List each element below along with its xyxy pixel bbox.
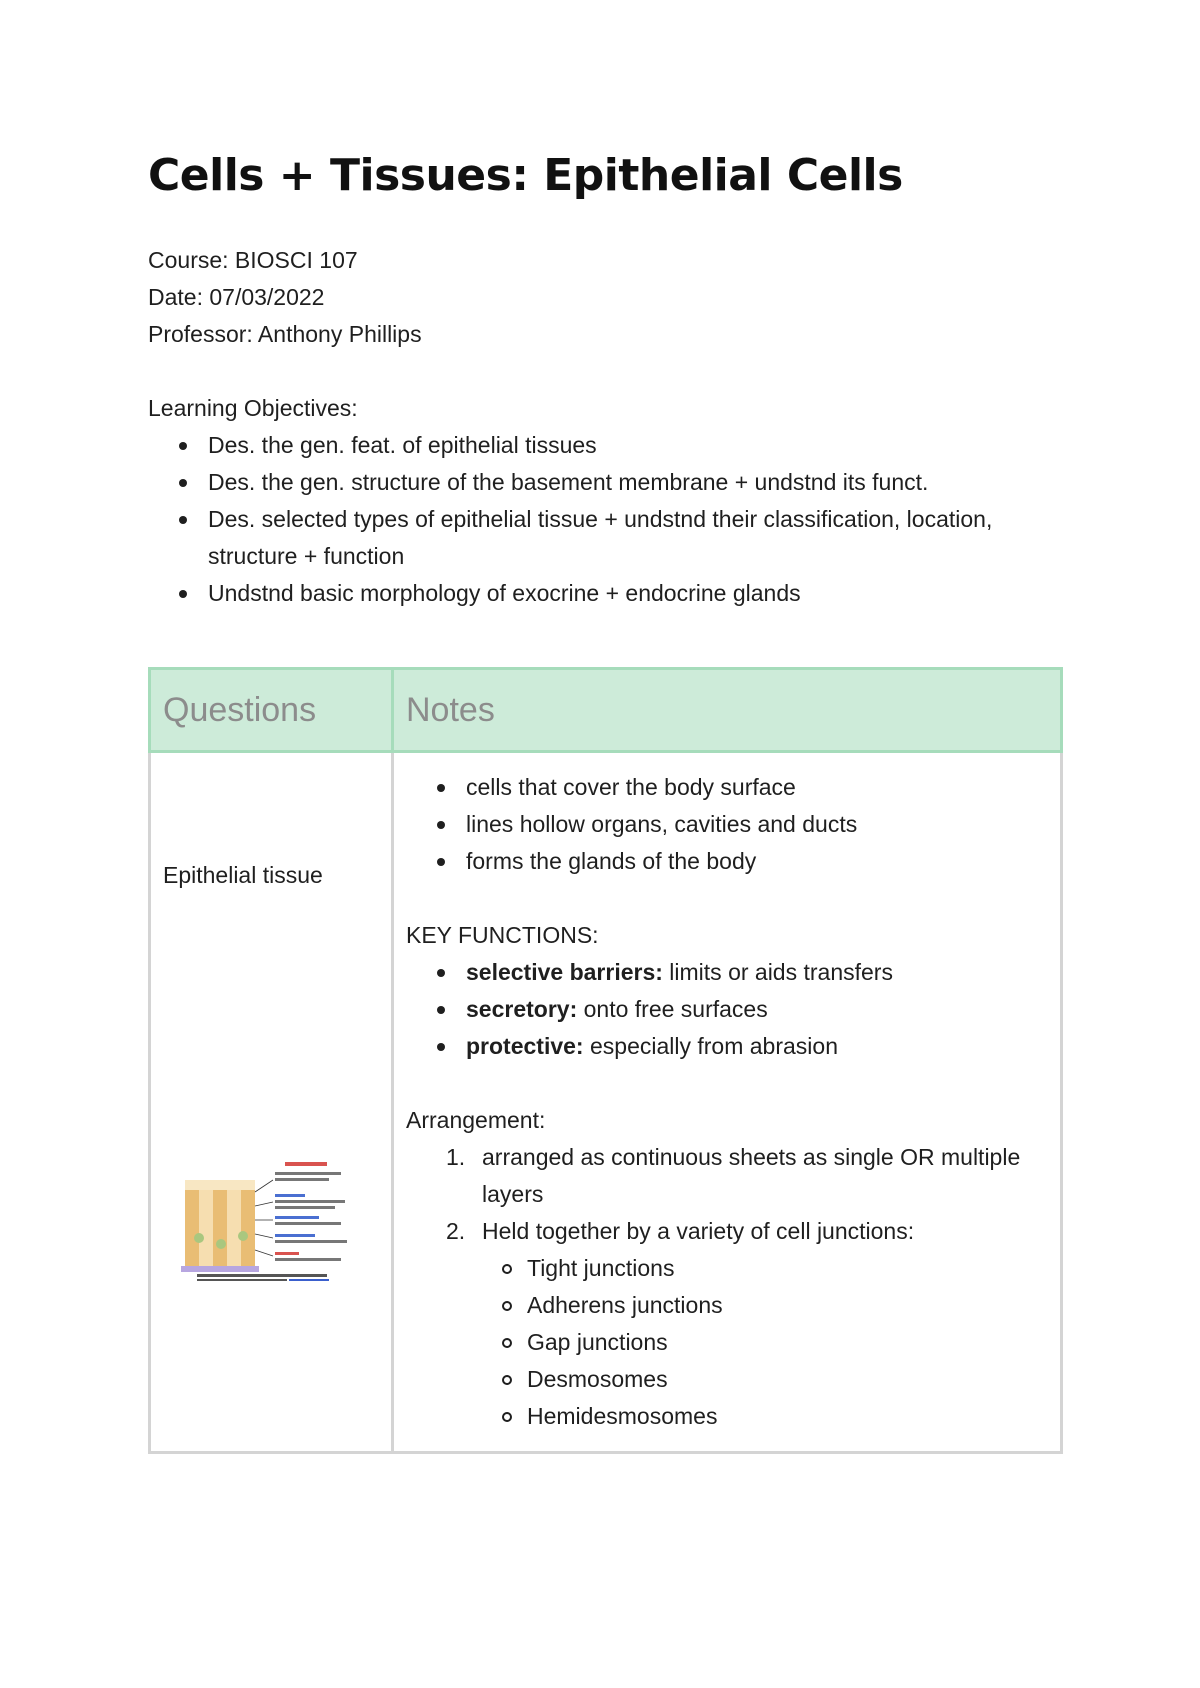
list-item: forms the glands of the body — [406, 843, 1048, 880]
page-title: Cells + Tissues: Epithelial Cells — [148, 150, 903, 201]
course-line: Course: BIOSCI 107 — [148, 247, 358, 273]
junctions-list — [482, 1250, 1048, 1435]
list-item — [406, 1213, 1048, 1435]
list-item: Des. selected types of epithelial tissue + undstnd their classification, location, structure + function — [148, 501, 1048, 575]
questions-header: Questions — [150, 669, 393, 752]
list-item — [406, 954, 1048, 991]
list-item: Des. the gen. feat. of epithelial tissues — [148, 427, 1048, 464]
key-functions-list — [406, 954, 1048, 1065]
key-functions-heading: KEY FUNCTIONS: — [406, 922, 599, 948]
function-text: especially from abrasion — [583, 1033, 838, 1059]
table-row — [150, 752, 1062, 1453]
cornell-notes-table — [148, 667, 1063, 1454]
function-term: protective: — [466, 1033, 584, 1059]
list-item — [406, 1139, 1048, 1213]
arrangement-list — [406, 1139, 1048, 1435]
list-item: Gap junctions — [482, 1324, 1048, 1361]
arrangement-heading: Arrangement: — [406, 1107, 546, 1133]
list-item: Desmosomes — [482, 1361, 1048, 1398]
function-term: secretory: — [466, 996, 578, 1022]
function-text: limits or aids transfers — [662, 959, 893, 985]
cell-column-illustration — [181, 1180, 259, 1272]
table-header-row — [150, 669, 1062, 752]
date-line: Date: 07/03/2022 — [148, 284, 325, 310]
list-item — [406, 1028, 1048, 1065]
list-number: 2. — [446, 1218, 466, 1244]
meta-block — [148, 242, 422, 353]
objectives-heading: Learning Objectives: — [148, 395, 358, 421]
notes-cell — [393, 752, 1062, 1453]
list-number: 1. — [446, 1144, 466, 1170]
list-text: arranged as continuous sheets as single OR multiple layers — [482, 1144, 1021, 1207]
list-item: Hemidesmosomes — [482, 1398, 1048, 1435]
professor-line: Professor: Anthony Phillips — [148, 321, 422, 347]
list-item: lines hollow organs, cavities and ducts — [406, 806, 1048, 843]
list-item: Des. the gen. structure of the basement membrane + undstnd its funct. — [148, 464, 1048, 501]
epithelium-diagram-thumbnail — [177, 1158, 361, 1282]
list-item: Tight junctions — [482, 1250, 1048, 1287]
list-item: Undstnd basic morphology of exocrine + endocrine glands — [148, 575, 1048, 612]
function-text: onto free surfaces — [577, 996, 768, 1022]
list-item: Adherens junctions — [482, 1287, 1048, 1324]
notes-header: Notes — [393, 669, 1062, 752]
list-text: Held together by a variety of cell junctions: — [482, 1218, 915, 1244]
learning-objectives — [148, 390, 1048, 612]
epithelial-intro-list — [406, 769, 1048, 880]
function-term: selective barriers: — [466, 959, 663, 985]
objectives-list — [148, 427, 1048, 612]
label-leader-lines — [255, 1180, 273, 1256]
question-text: Epithelial tissue — [163, 862, 323, 888]
list-item: cells that cover the body surface — [406, 769, 1048, 806]
list-item — [406, 991, 1048, 1028]
questions-cell — [150, 752, 393, 1453]
